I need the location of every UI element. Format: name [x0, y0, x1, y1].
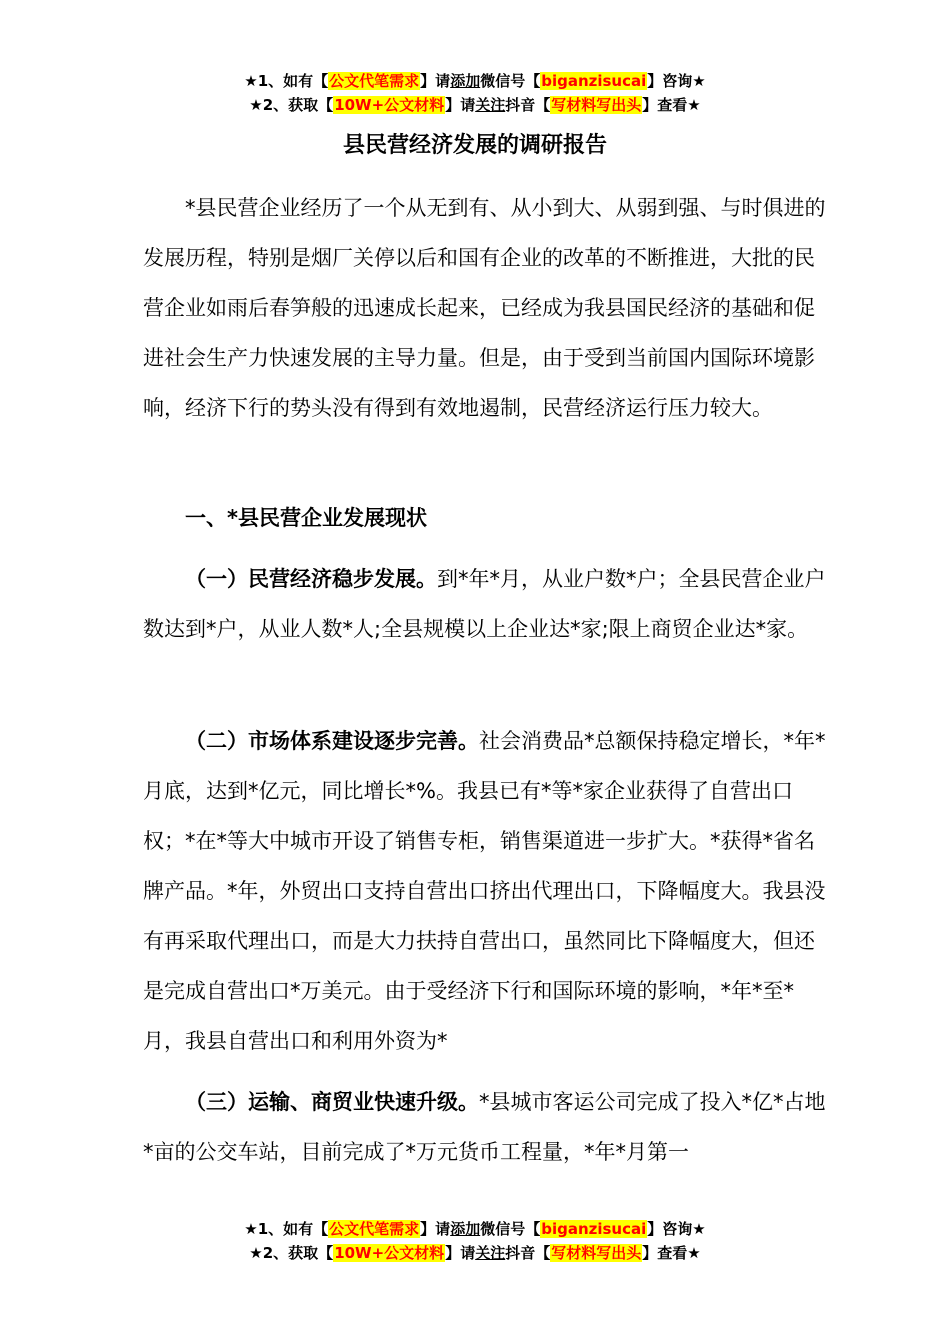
banner-line-2-prefix: ★2、获取【 [249, 96, 334, 114]
footer-line-1-underlined: 添加 [450, 1220, 481, 1238]
item-paragraph-3 [143, 1077, 833, 1177]
banner-line-2-mid: 】请 [445, 96, 476, 114]
footer-line-1-mid-2: 微信号【 [480, 1220, 541, 1238]
intro-paragraph: *县民营企业经历了一个从无到有、从小到大、从弱到强、与时俱进的发展历程，特别是烟厂关停以后和国有企业的改革的不断推进，大批的民营企业如雨后春笋般的迅速成长起来，已经成为我县国民经济的基础和促进社会生产力快速发展的主导力量。但是，由于受到当前国内国际环境影响，经济下行的势头没有得到有效地遏制，民营经济运行压力较大。 [143, 196, 826, 420]
banner-line-2 [0, 93, 950, 117]
banner-line-1-underlined: 添加 [450, 72, 481, 90]
footer-line-2-mid: 】请 [445, 1244, 476, 1262]
item-1-lead: （一）民营经济稳步发展。 [185, 567, 437, 591]
banner-line-1-suffix: 】咨询★ [647, 72, 706, 90]
footer-line-2-suffix: 】查看★ [642, 1244, 701, 1262]
footer-line-1-prefix: ★1、如有【 [244, 1220, 329, 1238]
banner-line-2-suffix: 】查看★ [642, 96, 701, 114]
item-3-text: *县城市客运公司完成了投入*亿*占地*亩的公交车站，目前完成了*万元货币工程量，*年*月第一 [143, 1090, 826, 1164]
banner-line-2-douyin-account: 写材料写出头 [551, 96, 642, 114]
item-3-lead: （三）运输、商贸业快速升级。 [185, 1090, 479, 1114]
banner-line-1-prefix: ★1、如有【 [244, 72, 329, 90]
footer-line-2-highlight-materials: 10W+公文材料 [334, 1244, 445, 1262]
banner-line-1-mid: 】请 [420, 72, 451, 90]
footer-line-1-mid: 】请 [420, 1220, 451, 1238]
item-paragraph-1 [143, 554, 833, 654]
item-1-text: 到*年*月，从业户数*户；全县民营企业户数达到*户，从业人数*人;全县规模以上企业达*家;限上商贸企业达*家。 [143, 567, 826, 641]
footer-line-2-underlined: 关注 [475, 1244, 506, 1262]
banner-line-2-highlight-materials: 10W+公文材料 [334, 96, 445, 114]
footer-banner-line-2 [0, 1241, 950, 1265]
item-paragraph-2 [143, 716, 833, 1066]
banner-line-1 [0, 69, 950, 93]
section-heading: 一、*县民营企业发展现状 [185, 506, 427, 530]
footer-banner-line-1 [0, 1217, 950, 1241]
item-2-lead: （二）市场体系建设逐步完善。 [185, 729, 479, 753]
document-title: 县民营经济发展的调研报告 [342, 133, 607, 158]
item-2-text: 社会消费品*总额保持稳定增长，*年*月底，达到*亿元，同比增长*%。我县已有*等*家企业获得了自营出口权；*在*等大中城市开设了销售专柜，销售渠道进一步扩大。*获得*省名牌产品。*年，外贸出口支持自营出口挤出代理出口，下降幅度大。我县没有再采取代理出口，而是大力扶持自营出口，虽然同比下降幅度大，但还是完成自营出口*万美元。由于受经济下行和国际环境的影响，*年*至*月，我县自营出口和利用外资为* [143, 729, 826, 1053]
footer-line-2-prefix: ★2、获取【 [249, 1244, 334, 1262]
banner-line-1-mid-2: 微信号【 [480, 72, 541, 90]
footer-line-1-highlight-service: 公文代笔需求 [329, 1220, 420, 1238]
footer-line-1-wechat-id: biganzisucai [541, 1220, 647, 1238]
footer-line-2-douyin-account: 写材料写出头 [551, 1244, 642, 1262]
banner-line-1-highlight-service: 公文代笔需求 [329, 72, 420, 90]
footer-line-2-mid-2: 抖音【 [505, 1244, 551, 1262]
footer-line-1-suffix: 】咨询★ [647, 1220, 706, 1238]
banner-line-1-wechat-id: biganzisucai [541, 72, 647, 90]
footer-banner [0, 1217, 950, 1265]
banner-line-2-mid-2: 抖音【 [505, 96, 551, 114]
banner-line-2-underlined: 关注 [475, 96, 506, 114]
header-banner [0, 69, 950, 117]
